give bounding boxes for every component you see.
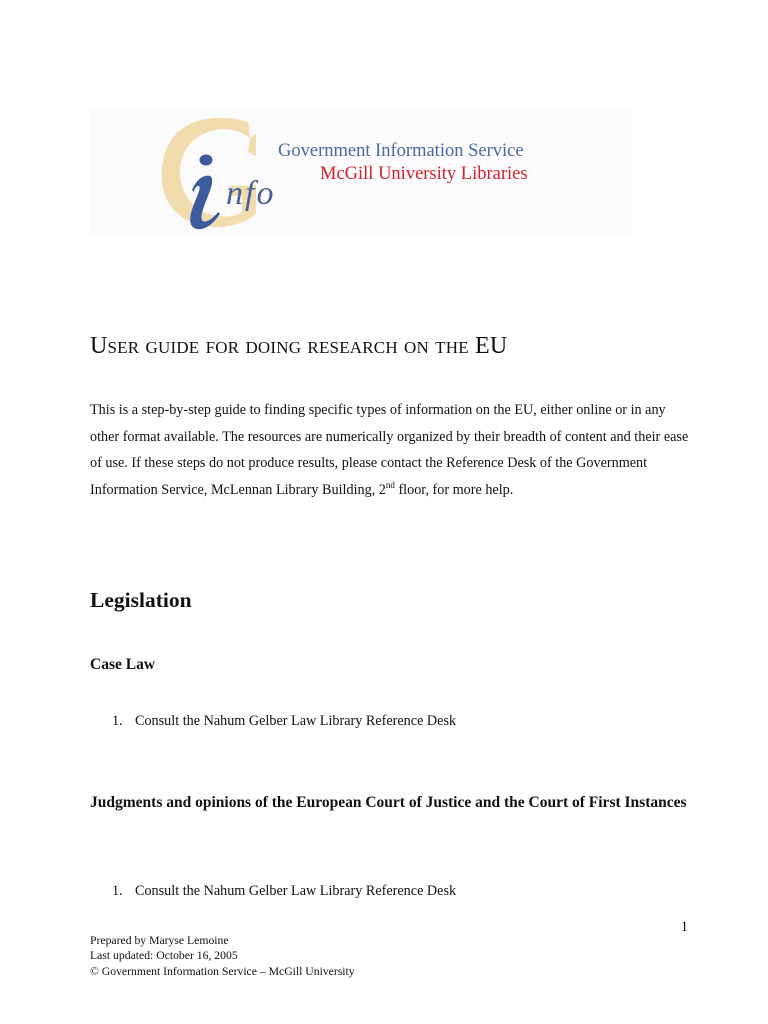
list-item <box>112 713 456 730</box>
heading-legislation: Legislation <box>90 588 192 612</box>
footer-prepared-by: Prepared by Maryse Lemoine <box>90 934 229 947</box>
heading-case-law: Case Law <box>90 656 156 673</box>
step-text: Consult the Nahum Gelber Law Library Reference Desk <box>135 883 457 899</box>
footer-copyright: © Government Information Service – McGill University <box>90 964 355 978</box>
intro-text: This is a step-by-step guide to finding specific types of information on the EU, either online or in any other format available. The resources are numerically organized by their breadth of content and their ease of use. If these steps do not produce results, please contact the Reference Desk of the Government Information Service, McLennan Library Building, 2 <box>90 402 689 498</box>
step-number: 1. <box>112 713 123 729</box>
list-item <box>112 883 456 900</box>
logo-library-name: McGill University Libraries <box>320 164 528 184</box>
intro-text-end: floor, for more help. <box>394 481 514 498</box>
logo-service-name: Government Information Service <box>278 141 524 161</box>
page-number: 1 <box>680 919 688 935</box>
logo-i-dot <box>200 155 213 166</box>
intro-superscript: nd <box>385 479 395 490</box>
step-text: Consult the Nahum Gelber Law Library Reference Desk <box>135 713 457 729</box>
document-title: User guide for doing research on the EU <box>90 333 508 359</box>
footer-last-updated: Last updated: October 16, 2005 <box>90 949 238 963</box>
intro-paragraph <box>90 397 690 503</box>
heading-judgments: Judgments and opinions of the European Court of Justice and the Court of First Instances <box>90 794 687 811</box>
footer <box>90 933 355 979</box>
step-number: 1. <box>112 883 123 899</box>
ginfo-logo-icon <box>132 116 332 232</box>
judgments-steps <box>112 883 456 900</box>
logo-nfo-text: nfo <box>226 175 276 212</box>
case-law-steps <box>112 713 456 730</box>
logo-banner <box>90 108 632 234</box>
